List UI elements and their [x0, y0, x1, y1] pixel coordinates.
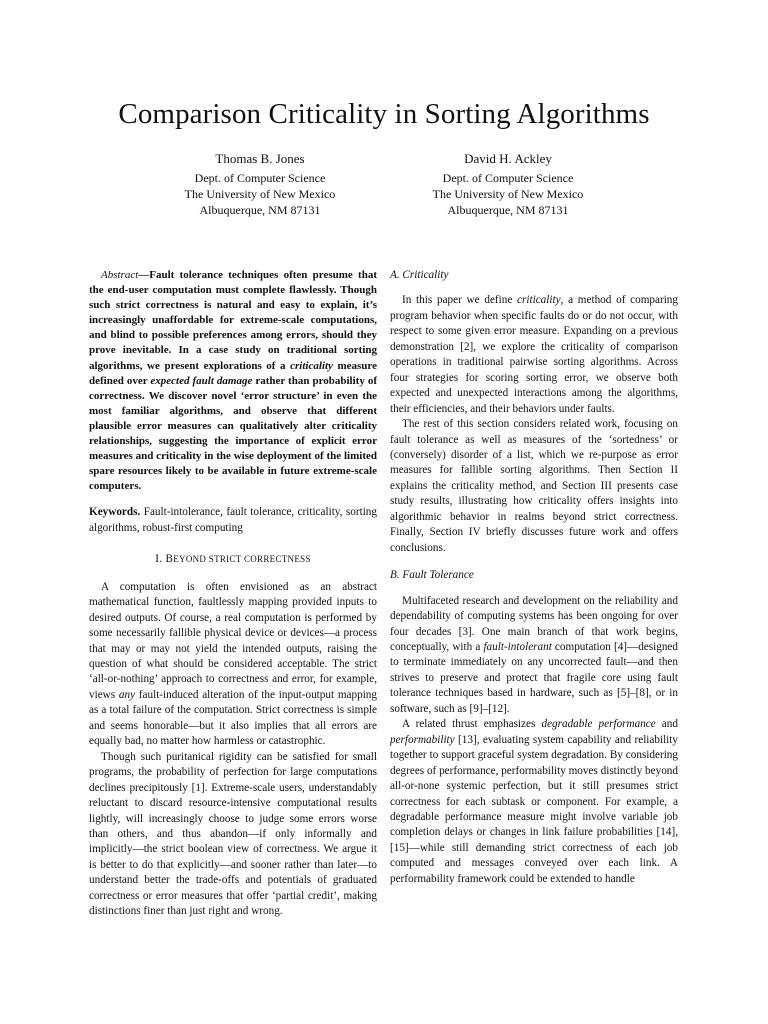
paragraph: [390, 594, 678, 718]
abstract: [89, 268, 377, 494]
author-dept: Dept. of Computer Science: [194, 171, 326, 185]
paragraph-text: fault-induced alteration of the input-output mapping as a total failure of the computation. Strict correctness is simple and seems honorable—but it also implies that all errors are equally bad, no matter how harmless or catastrophic.: [89, 688, 377, 748]
paragraph: [390, 717, 678, 887]
paragraph-emphasis: performability: [390, 733, 455, 746]
left-column: [89, 268, 377, 920]
author-block-1: [140, 150, 380, 218]
paragraph: [390, 293, 678, 417]
paragraph-text: A related thrust emphasizes: [402, 718, 542, 731]
paragraph: [89, 580, 377, 750]
paragraph: Though such puritanical rigidity can be satisfied for small programs, the probability of perfection for large computations declines precipitously [1]. Extreme-scale users, understandably reluctant to discard resource-intensive computational results lightly, will increasingly choose to judge some errors worse than others, and thus abandon—if only informally and implicitly—the strict boolean view of correctness. We argue it is better to do that explicitly—and sooner rather than later—to understand better the trade-offs and potentials of graduated correctness or error measures that offer ‘partial credit’, making distinctions finer than just right and wrong.: [89, 750, 377, 918]
paragraph-text: In this paper we define: [402, 294, 518, 307]
keywords-label: Keywords.: [89, 506, 141, 519]
subsection-heading-a: A. Criticality: [390, 269, 449, 281]
abstract-label: Abstract: [101, 269, 139, 281]
keywords: [89, 505, 377, 536]
section-numeral: I.: [155, 553, 166, 566]
paragraph-text: [13], evaluating system capability and reliability together to support graceful system degradation. By considering degrees of performance, performability moves distinctly beyond all-or-none systemic perfection, but it still presumes strict correctness for each subtask or component. For example, a degradable performance measure might involve variable job completion delays or changes in link failure probabilities [14], [15]—while still demanding strict correctness of each job computed and messages conveyed over each link. A performability framework could be extended to handle: [390, 733, 678, 885]
paragraph-text: Multifaceted research and development on the reliability and dependability of computing systems has been ongoing for over four decades [3]. One main branch of that work begins, conceptually, with a: [390, 594, 678, 653]
paragraph-emphasis: any: [118, 688, 136, 701]
paragraph-emphasis: degradable performance: [541, 718, 656, 731]
author-university: The University of New Mexico: [432, 187, 584, 201]
paragraph-emphasis: fault-intolerant: [483, 640, 552, 653]
paper-title: Comparison Criticality in Sorting Algorithms: [118, 98, 650, 130]
abstract-text: measure defined over: [89, 359, 377, 387]
keywords-text: Fault-intolerance, fault tolerance, criticality, sorting algorithms, robust-first computing: [89, 506, 377, 534]
paragraph: The rest of this section considers related work, focusing on fault tolerance as well as measures of the ‘sortedness’ or (conversely) disorder of a list, which we re-purpose as error measures for fallible sorting algorithms. Then Section II explains the criticality method, and Section III presents case study results, illustrating how criticality offers insights into algorithmic behavior in realms beyond strict correctness. Finally, Section IV briefly discusses future work and offers conclusions.: [390, 418, 678, 554]
author-block-2: [388, 150, 628, 218]
right-column: [390, 268, 678, 887]
paragraph-text: A computation is often envisioned as an abstract mathematical function, faultlessly mapping provided inputs to desired outputs. Of course, a real computation is performed by some necessarily fallible physical device or devices—a process that may or may not yield the intended outputs, raising the question of what should be considered acceptable. The strict ‘all-or-nothing’ approach to correctness and error, for example, views: [89, 580, 377, 701]
paragraph-text: computation [4]—designed to terminate immediately on any uncorrected fault—and then strives to preserve and protect that fragile core using fault tolerance techniques based in hardware, such as [5]–[8], or in software, such as [9]–[12].: [390, 640, 678, 715]
paragraph-text: and: [655, 718, 678, 731]
section-title-initial: B: [165, 553, 174, 566]
abstract-text: rather than probability of correctness. We discover novel ‘error structure’ in even the most familiar algorithms, and observe that different plausible error measures can qualitatively alter criticality relationships, suggesting the importance of explicit error measures and criticality in the wise deployment of the limited spare resources likely to be available in future extreme-scale computers.: [89, 374, 377, 493]
author-university: The University of New Mexico: [184, 187, 336, 201]
section-heading-1: [89, 552, 377, 567]
paragraph-emphasis: criticality: [517, 294, 561, 307]
abstract-emphasis: expected fault damage: [150, 374, 253, 387]
author-name: Thomas B. Jones: [215, 151, 305, 166]
subsection-heading-b: B. Fault Tolerance: [390, 569, 474, 582]
paragraph-text: , a method of comparing program behavior when specific faults do or do not occur, with respect to some given error measure. Expanding on a previous demonstration [2], we explore the criticality of comparison operations in traditional pairwise sorting algorithms. Across four strategies for scoring sorting error, we observe both expected and unexpected interactions among the algorithms, their efficiencies, and their behaviors under faults.: [390, 294, 678, 415]
section-title-rest: EYOND STRICT CORRECTNESS: [173, 554, 311, 565]
abstract-emphasis: criticality: [290, 359, 333, 372]
author-name: David H. Ackley: [464, 151, 552, 166]
abstract-text: —Fault tolerance techniques often presume that the end-user computation must complete flawlessly. Though such strict correctness is natural and easy to explain, it’s increasingly unaffordable for extreme-scale computations, and blind to possible preferences among errors, should they prove inevitable. In a case study on traditional sorting algorithms, we present explorations of a: [89, 269, 377, 372]
author-dept: Dept. of Computer Science: [442, 171, 574, 185]
author-city: Albuquerque, NM 87131: [199, 203, 321, 217]
author-city: Albuquerque, NM 87131: [447, 203, 569, 217]
